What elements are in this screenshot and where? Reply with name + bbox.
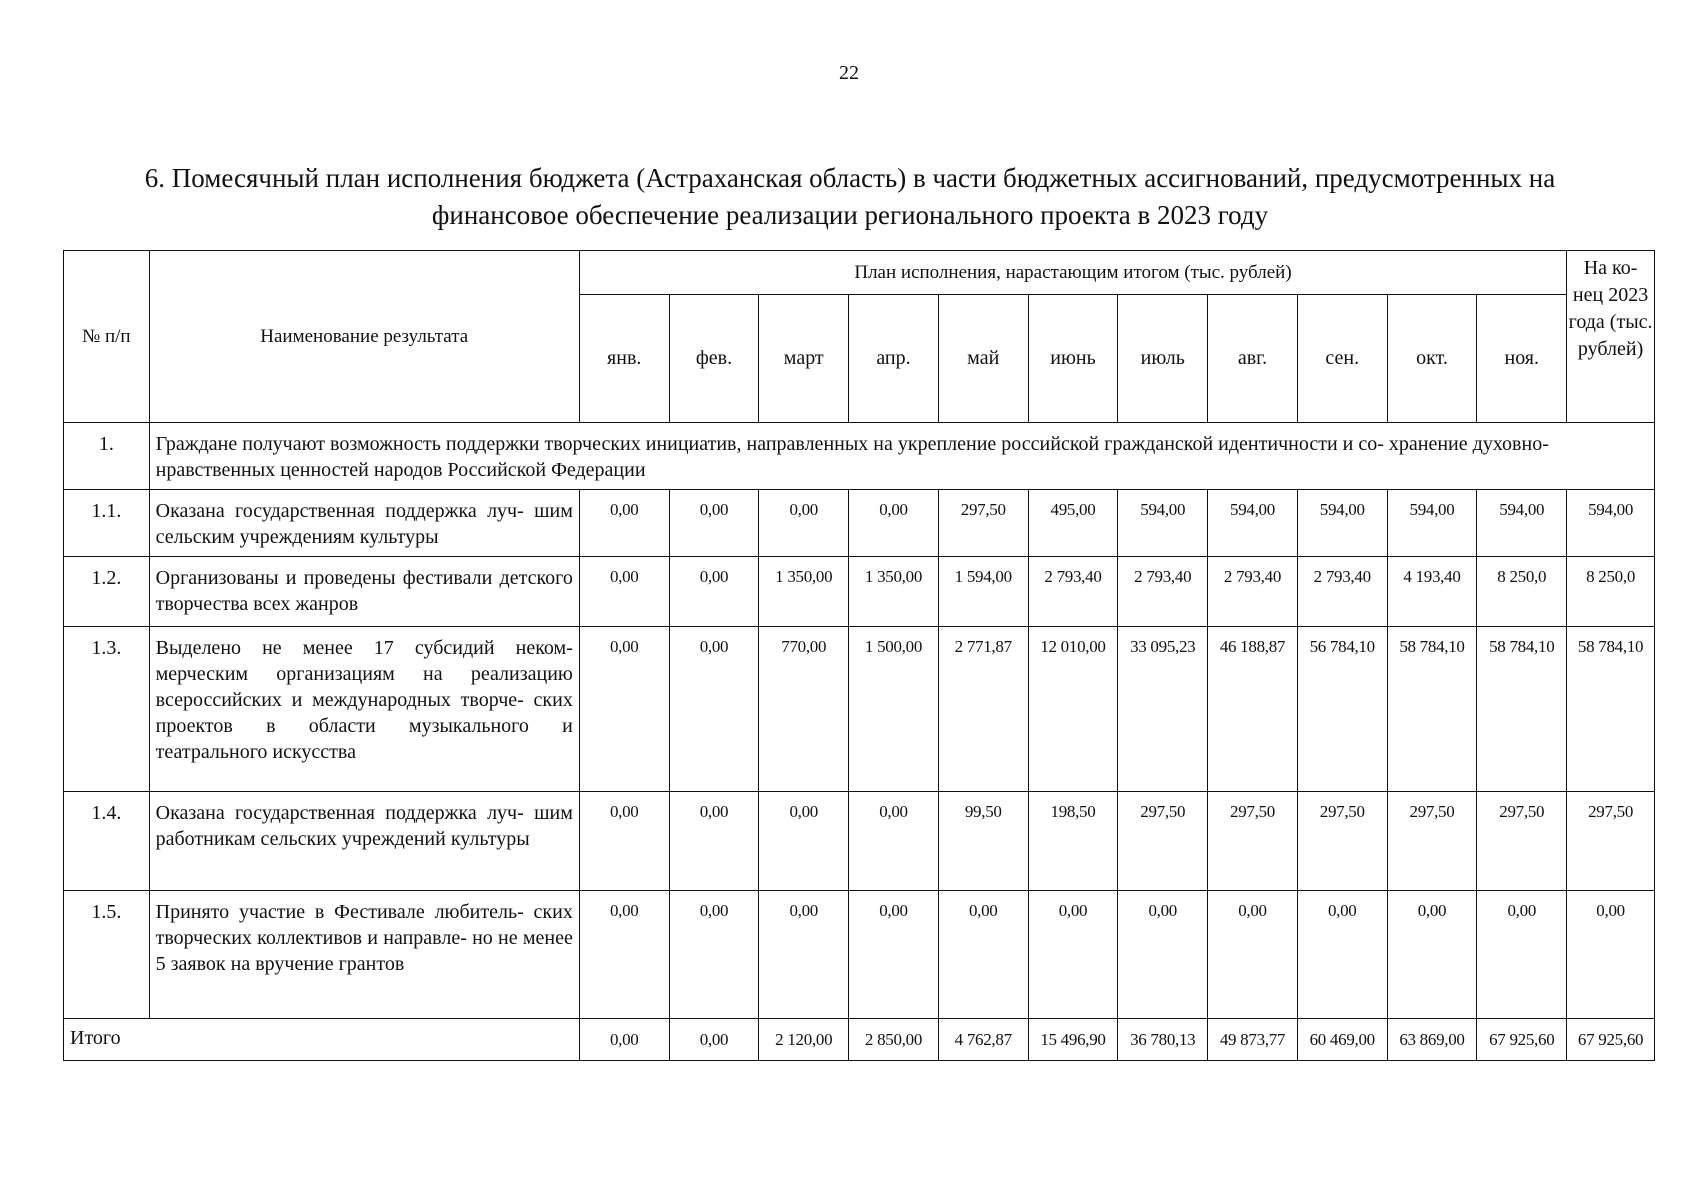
row-value: 0,00 (1208, 891, 1298, 1019)
row-name: Оказана государственная поддержка луч- шим сельским учреждениям культуры (149, 490, 579, 557)
row-value: 0,00 (759, 891, 849, 1019)
total-value: 0,00 (579, 1019, 669, 1061)
row-value: 297,50 (1297, 792, 1387, 891)
row-value: 2 793,40 (1118, 557, 1208, 627)
table-row (64, 557, 1655, 627)
row-value: 297,50 (1208, 792, 1298, 891)
row-value: 0,00 (579, 490, 669, 557)
header-row-top (64, 251, 1655, 295)
row-value: 0,00 (1118, 891, 1208, 1019)
total-value: 36 780,13 (1118, 1019, 1208, 1061)
document-title (60, 160, 1640, 234)
row-value: 8 250,0 (1477, 557, 1567, 627)
row-value: 0,00 (669, 627, 759, 792)
header-plan-group: План исполнения, нарастающим итогом (тыс. рублей) (579, 251, 1566, 295)
row-value: 594,00 (1297, 490, 1387, 557)
row-value: 0,00 (759, 490, 849, 557)
row-value: 0,00 (849, 792, 939, 891)
total-value: 63 869,00 (1387, 1019, 1477, 1061)
row-value: 0,00 (669, 792, 759, 891)
row-value: 2 771,87 (938, 627, 1028, 792)
row-value: 297,50 (1567, 792, 1655, 891)
row-value: 594,00 (1387, 490, 1477, 557)
total-value: 60 469,00 (1297, 1019, 1387, 1061)
row-value: 2 793,40 (1208, 557, 1298, 627)
row-value: 594,00 (1567, 490, 1655, 557)
header-name: Наименование результата (149, 251, 579, 423)
row-value: 594,00 (1118, 490, 1208, 557)
row-value: 58 784,10 (1387, 627, 1477, 792)
row-value: 0,00 (1387, 891, 1477, 1019)
row-value: 297,50 (938, 490, 1028, 557)
row-value: 33 095,23 (1118, 627, 1208, 792)
row-value: 58 784,10 (1567, 627, 1655, 792)
row-index: 1.5. (64, 891, 150, 1019)
row-value: 1 350,00 (849, 557, 939, 627)
row-value: 56 784,10 (1297, 627, 1387, 792)
row-value: 0,00 (1028, 891, 1118, 1019)
table-row (64, 627, 1655, 792)
row-index: 1.2. (64, 557, 150, 627)
row-value: 0,00 (1297, 891, 1387, 1019)
row-value: 1 500,00 (849, 627, 939, 792)
page-number: 22 (839, 62, 859, 84)
group-index: 1. (64, 423, 150, 490)
row-value: 0,00 (579, 557, 669, 627)
row-value: 297,50 (1477, 792, 1567, 891)
row-value: 0,00 (669, 557, 759, 627)
row-value: 4 193,40 (1387, 557, 1477, 627)
header-month: янв. (579, 295, 669, 423)
header-month: фев. (669, 295, 759, 423)
row-value: 0,00 (849, 490, 939, 557)
total-row (64, 1019, 1655, 1061)
row-name: Выделено не менее 17 субсидий неком- мерческим организациям на реализацию всероссийских и международных творче- ских проектов в области музыкального и театрального искусства (149, 627, 579, 792)
header-month: сен. (1297, 295, 1387, 423)
row-value: 2 793,40 (1297, 557, 1387, 627)
row-name: Организованы и проведены фестивали детского творчества всех жанров (149, 557, 579, 627)
header-month: окт. (1387, 295, 1477, 423)
row-value: 297,50 (1118, 792, 1208, 891)
total-value: 2 850,00 (849, 1019, 939, 1061)
row-value: 0,00 (669, 490, 759, 557)
total-value: 67 925,60 (1567, 1019, 1655, 1061)
header-month: март (759, 295, 849, 423)
table-row (64, 490, 1655, 557)
row-value: 58 784,10 (1477, 627, 1567, 792)
total-value: 49 873,77 (1208, 1019, 1298, 1061)
row-value: 297,50 (1387, 792, 1477, 891)
row-value: 770,00 (759, 627, 849, 792)
row-value: 46 188,87 (1208, 627, 1298, 792)
row-value: 0,00 (938, 891, 1028, 1019)
row-value: 1 350,00 (759, 557, 849, 627)
table-row (64, 792, 1655, 891)
header-end-of-year: На ко- нец 2023 года (тыс. рублей) (1567, 251, 1655, 423)
row-index: 1.4. (64, 792, 150, 891)
row-value: 12 010,00 (1028, 627, 1118, 792)
group-text: Граждане получают возможность поддержки творческих инициатив, направленных на укрепление российской гражданской идентичности и со- хранение духовно-нравственных ценностей народов Российской Федерации (149, 423, 1654, 490)
row-value: 8 250,0 (1567, 557, 1655, 627)
row-value: 0,00 (579, 891, 669, 1019)
group-row (64, 423, 1655, 490)
header-num: № п/п (64, 251, 150, 423)
header-month: ноя. (1477, 295, 1567, 423)
row-value: 594,00 (1477, 490, 1567, 557)
row-value: 594,00 (1208, 490, 1298, 557)
row-value: 0,00 (1477, 891, 1567, 1019)
title-line-1: 6. Помесячный план исполнения бюджета (Астраханская область) в части бюджетных ассигнований, предусмотренных на (144, 163, 1556, 193)
budget-plan-table (63, 250, 1655, 1061)
total-value: 15 496,90 (1028, 1019, 1118, 1061)
header-month: апр. (849, 295, 939, 423)
header-month: июль (1118, 295, 1208, 423)
row-value: 0,00 (1567, 891, 1655, 1019)
row-value: 0,00 (849, 891, 939, 1019)
total-value: 0,00 (669, 1019, 759, 1061)
header-month: июнь (1028, 295, 1118, 423)
row-value: 0,00 (579, 627, 669, 792)
row-value: 2 793,40 (1028, 557, 1118, 627)
row-value: 495,00 (1028, 490, 1118, 557)
row-value: 99,50 (938, 792, 1028, 891)
row-value: 0,00 (579, 792, 669, 891)
row-value: 0,00 (669, 891, 759, 1019)
row-value: 0,00 (759, 792, 849, 891)
header-month: авг. (1208, 295, 1298, 423)
total-value: 4 762,87 (938, 1019, 1028, 1061)
total-value: 67 925,60 (1477, 1019, 1567, 1061)
total-label: Итого (64, 1019, 580, 1061)
total-value: 2 120,00 (759, 1019, 849, 1061)
row-value: 198,50 (1028, 792, 1118, 891)
header-month: май (938, 295, 1028, 423)
row-index: 1.3. (64, 627, 150, 792)
title-line-2: финансовое обеспечение реализации регионального проекта в 2023 году (431, 200, 1269, 230)
row-name: Оказана государственная поддержка луч- шим работникам сельских учреждений культуры (149, 792, 579, 891)
row-name: Принято участие в Фестивале любитель- ских творческих коллективов и направле- но не менее 5 заявок на вручение грантов (149, 891, 579, 1019)
table-row (64, 891, 1655, 1019)
row-value: 1 594,00 (938, 557, 1028, 627)
row-index: 1.1. (64, 490, 150, 557)
